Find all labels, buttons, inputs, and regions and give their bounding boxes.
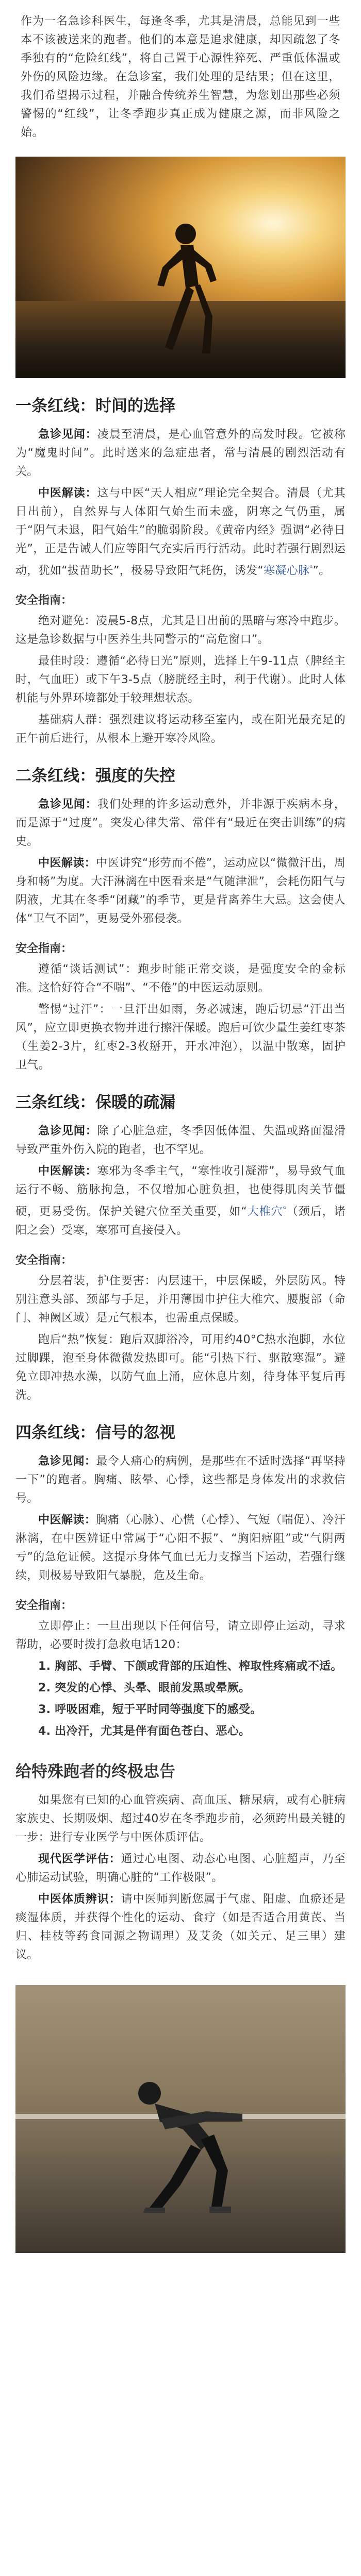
- closing-section: [0, 1761, 361, 1964]
- tcm-paragraph: 中医解读：胸痛（心脉）、心慌（心悸）、气短（喘促）、冷汗淋漓，在中医辨证中常属于“心阳不振”、“胸阳痹阻”或“气阴两亏”的急危证候。这提示身体气血已无力支撑当下运动，若强行继续，则极易导致阳气暴脱，危及生命。: [15, 1513, 346, 1582]
- safety-intro: 立即停止：一旦出现以下任何信号，请立即停止运动，寻求帮助，必要时拨打急救电话120：: [15, 1619, 346, 1651]
- safety-item: 跑后“热”恢复：跑后双脚浴冷，可用约40°C热水泡脚，水位过脚踝，泡至身体微微发热即可。能“引热下行、驱散寒湿”。避免立即冲热水澡，以防气血上涌，应休息片刻，待身体平复后再洗。: [15, 1333, 346, 1402]
- article-page: [0, 11, 361, 2253]
- section-title: 一条红线：时间的选择: [15, 397, 175, 415]
- tcm-assessment: 中医体质辨识：请中医师判断您属于气虚、阳虚、血瘀还是痰湿体质，并获得个性化的运动、食疗（如是否适合用黄芪、当归、桂枝等药食同源之物调理）及艾灸（如关元、足三里）建议。: [15, 1892, 346, 1961]
- warning-signal: 4. 出冷汗，尤其是伴有面色苍白、恶心。: [38, 1724, 251, 1738]
- section-title: 四条红线：信号的忽视: [15, 1423, 175, 1442]
- safety-item: 分层着装，护住要害：内层速干，中层保暖，外层防风。特别注意头部、颈部与手足，并用薄围巾护住大椎穴、腰腹部（命门、神阙区域）是元气根本，也需重点保暖。: [15, 1274, 346, 1325]
- section-4: [0, 1422, 361, 1741]
- emergency-paragraph: 急诊见闻：凌晨至清晨，是心血管意外的高发时段。它被称为“魔鬼时间”。此时送来的急症患者，常与清晨的剧烈活动有关。: [15, 428, 346, 478]
- emergency-paragraph: 急诊见闻：最令人痛心的病例，是那些在不适时选择“再坚持一下”的跑者。胸痛、眩晕、心悸，这些都是身体发出的求救信号。: [15, 1454, 346, 1505]
- hero-runner-image: [15, 157, 346, 378]
- tcm-link[interactable]: 寒凝心脉: [264, 564, 310, 578]
- safety-heading: 安全指南：: [15, 942, 73, 956]
- safety-heading: 安全指南：: [15, 594, 73, 607]
- link-marker-icon: ᴳ: [309, 564, 313, 571]
- section-3: [0, 1092, 361, 1404]
- intro-paragraph: 作为一名急诊科医生，每逢冬季，尤其是清晨，总能见到一些本不该被送来的跑者。他们的本意是追求健康，却因疏忽了冬季独有的“危险红线”，将自己置于心源性猝死、严重低体温或外伤的风险边缘。在急诊室，我们处理的是结果；但在这里，我们希望揭示过程，并融合传统养生智慧，为您划出那些必须警惕的“红线”，让冬季跑步真正成为健康之源，而非风险之始。: [21, 15, 340, 139]
- safety-item: 绝对避免：凌晨5-8点，尤其是日出前的黑暗与寒冷中跑步。这是急诊数据与中医养生共同警示的“高危窗口”。: [15, 615, 346, 647]
- warning-signal: 3. 呼吸困难，短于平时同等强度下的感受。: [38, 1703, 262, 1716]
- section-title: 二条红线：强度的失控: [15, 767, 175, 786]
- tcm-link[interactable]: 大椎穴: [247, 1205, 283, 1218]
- safety-item: 基础病人群：强烈建议将运动移至室内，或在阳光最充足的正午前后进行，从根本上避开寒冷风险。: [15, 714, 346, 745]
- safety-heading: 安全指南：: [15, 1599, 73, 1612]
- tcm-paragraph: 中医解读：这与中医“天人相应”理论完全契合。清晨（尤其日出前），自然界与人体阳气始生而未盛，阴寒之气仍重，属于“阴气未退，阳气始生”的脆弱阶段。《黄帝内经》强调“必待日光”，正是告诫人们应等阳气充实后再行活动。此时若强行剧烈运动，犹如“拔苗助长”，极易导致阳气耗伤，诱发“寒凝心脉$^ᴳ$”。: [15, 487, 346, 578]
- safety-item: 最佳时段：遵循“必待日光”原则，选择上午9-11点（脾经主时，气血旺）或下午3-5点（膀胱经主时，利于代谢）。此时人体机能与外界环境都处于较理想状态。: [15, 655, 346, 705]
- tcm-paragraph: 中医解读：寒邪为冬季主气，“寒性收引凝滞”，易导致气血运行不畅、筋脉拘急，不仅增加心脏负担，也使得肌肉关节僵硬，更易受伤。保护关键穴位至关重要，如“大椎穴$^ᴳ$（颈后，诸阳之会）受寒，寒邪可直接侵入。: [15, 1165, 346, 1237]
- warning-signal: 2. 突发的心悸、头晕、眼前发黑或晕厥。: [38, 1681, 251, 1694]
- safety-item: 遵循“谈话测试”：跑步时能正常交谈，是强度安全的金标准。这恰好符合“不喘”、“不倦”的中医运动原则。: [15, 963, 346, 995]
- safety-item: 警惕“过汗”：一旦汗出如雨，务必减速，跑后切忌“汗出当风”，应立即更换衣物并进行擦汗保暖。跑后可饮少量生姜红枣茶（生姜2-3片，红枣2-3枚掰开，开水冲泡），以温中散寒，固护卫气。: [15, 1003, 346, 1072]
- stretching-runner-image: [15, 1985, 346, 2253]
- section-title: 三条红线：保暖的疏漏: [15, 1093, 175, 1112]
- emergency-paragraph: 急诊见闻：我们处理的许多运动意外，并非源于疾病本身，而是源于“过度”。突发心律失常、常伴有“最近在突击训练”的病史。: [15, 798, 346, 849]
- stretching-figure-icon: [113, 2062, 258, 2217]
- section-2: [0, 766, 361, 1075]
- modern-assessment: 现代医学评估：通过心电图、动态心电图、心脏超声，乃至心肺运动试验，明确心脏的“工作极限”。: [15, 1852, 346, 1884]
- section-1: [0, 396, 361, 748]
- tcm-paragraph: 中医解读：中医讲究“形劳而不倦”，运动应以“微微汗出，周身和畅”为度。大汗淋漓在中医看来是“气随津泄”，会耗伤阳气与阴液，尤其在冬季“闭藏”的季节，更是背离养生大忌。这会使人体“卫气不固”，更易受外邪侵袭。: [15, 857, 346, 926]
- runner-silhouette-icon: [144, 218, 222, 358]
- emergency-paragraph: 急诊见闻：除了心脏急症，冬季因低体温、失温或路面湿滑导致严重外伤入院的跑者，也不罕见。: [15, 1125, 346, 1157]
- closing-paragraph: 如果您有已知的心血管疾病、高血压、糖尿病，或有心脏病家族史、长期吸烟、超过40岁在冬季跑步前，必须跨出最关键的一步：进行专业医学与中医体质评估。: [15, 1793, 346, 1844]
- closing-title: 给特殊跑者的终极忠告: [15, 1762, 175, 1781]
- warning-signal: 1. 胸部、手臂、下颌或背部的压迫性、榨取性疼痛或不适。: [38, 1659, 342, 1673]
- safety-heading: 安全指南：: [15, 1253, 73, 1267]
- link-marker-icon: ᴳ: [283, 1205, 286, 1213]
